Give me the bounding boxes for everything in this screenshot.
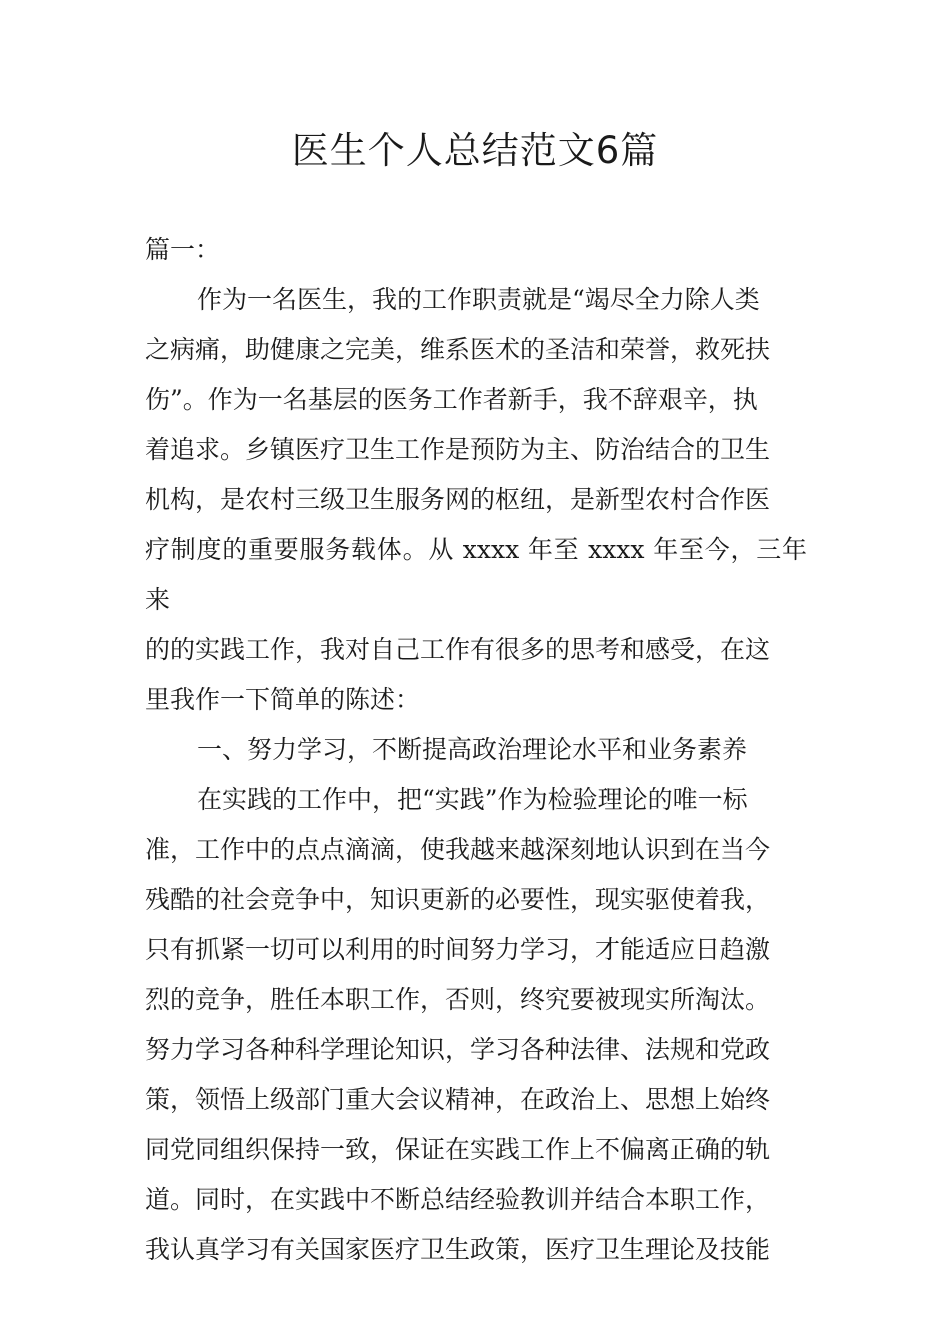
text-line: 机构，是农村三级卫生服务网的枢纽，是新型农村合作医 xyxy=(145,485,771,514)
document-body xyxy=(145,225,807,1275)
text-line: 里我作一下简单的陈述： xyxy=(145,685,421,714)
text-line: 残酷的社会竞争中，知识更新的必要性，现实驱使着我， xyxy=(145,885,771,914)
text-line: 我认真学习有关国家医疗卫生政策，医疗卫生理论及技能 xyxy=(145,1235,771,1264)
text-line: 努力学习各种科学理论知识，学习各种法律、法规和党政 xyxy=(145,1035,771,1064)
section-label: 篇一： xyxy=(145,235,221,264)
paragraph-study xyxy=(145,775,807,1275)
paragraph-intro xyxy=(145,275,807,725)
text-line: 策，领悟上级部门重大会议精神，在政治上、思想上始终 xyxy=(145,1085,771,1114)
text-line: 烈的竞争，胜任本职工作，否则，终究要被现实所淘汰。 xyxy=(145,985,771,1014)
text-line: 之病痛，助健康之完美，维系医术的圣洁和荣誉，救死扶 xyxy=(145,335,771,364)
heading-line: 一、努力学习，不断提高政治理论水平和业务素养 xyxy=(197,735,748,764)
document-title: 医生个人总结范文6篇 xyxy=(291,129,659,172)
text-line: 准，工作中的点点滴滴，使我越来越深刻地认识到在当今 xyxy=(145,835,771,864)
section-heading xyxy=(145,725,807,775)
text-line: 疗制度的重要服务载体。从 xxxx 年至 xxxx 年至今，三年来 xyxy=(145,535,807,614)
text-line: 只有抓紧一切可以利用的时间努力学习，才能适应日趋激 xyxy=(145,935,771,964)
text-line: 的的实践工作，我对自己工作有很多的思考和感受，在这 xyxy=(145,635,771,664)
text-line: 在实践的工作中，把“实践”作为检验理论的唯一标 xyxy=(197,785,748,814)
text-line: 着追求。乡镇医疗卫生工作是预防为主、防治结合的卫生 xyxy=(145,435,771,464)
text-line: 伤”。作为一名基层的医务工作者新手，我不辞艰辛，执 xyxy=(145,385,758,414)
text-line: 道。同时，在实践中不断总结经验教训并结合本职工作， xyxy=(145,1185,771,1214)
text-line: 作为一名医生，我的工作职责就是“竭尽全力除人类 xyxy=(197,285,760,314)
text-line: 同党同组织保持一致，保证在实践工作上不偏离正确的轨 xyxy=(145,1135,771,1164)
